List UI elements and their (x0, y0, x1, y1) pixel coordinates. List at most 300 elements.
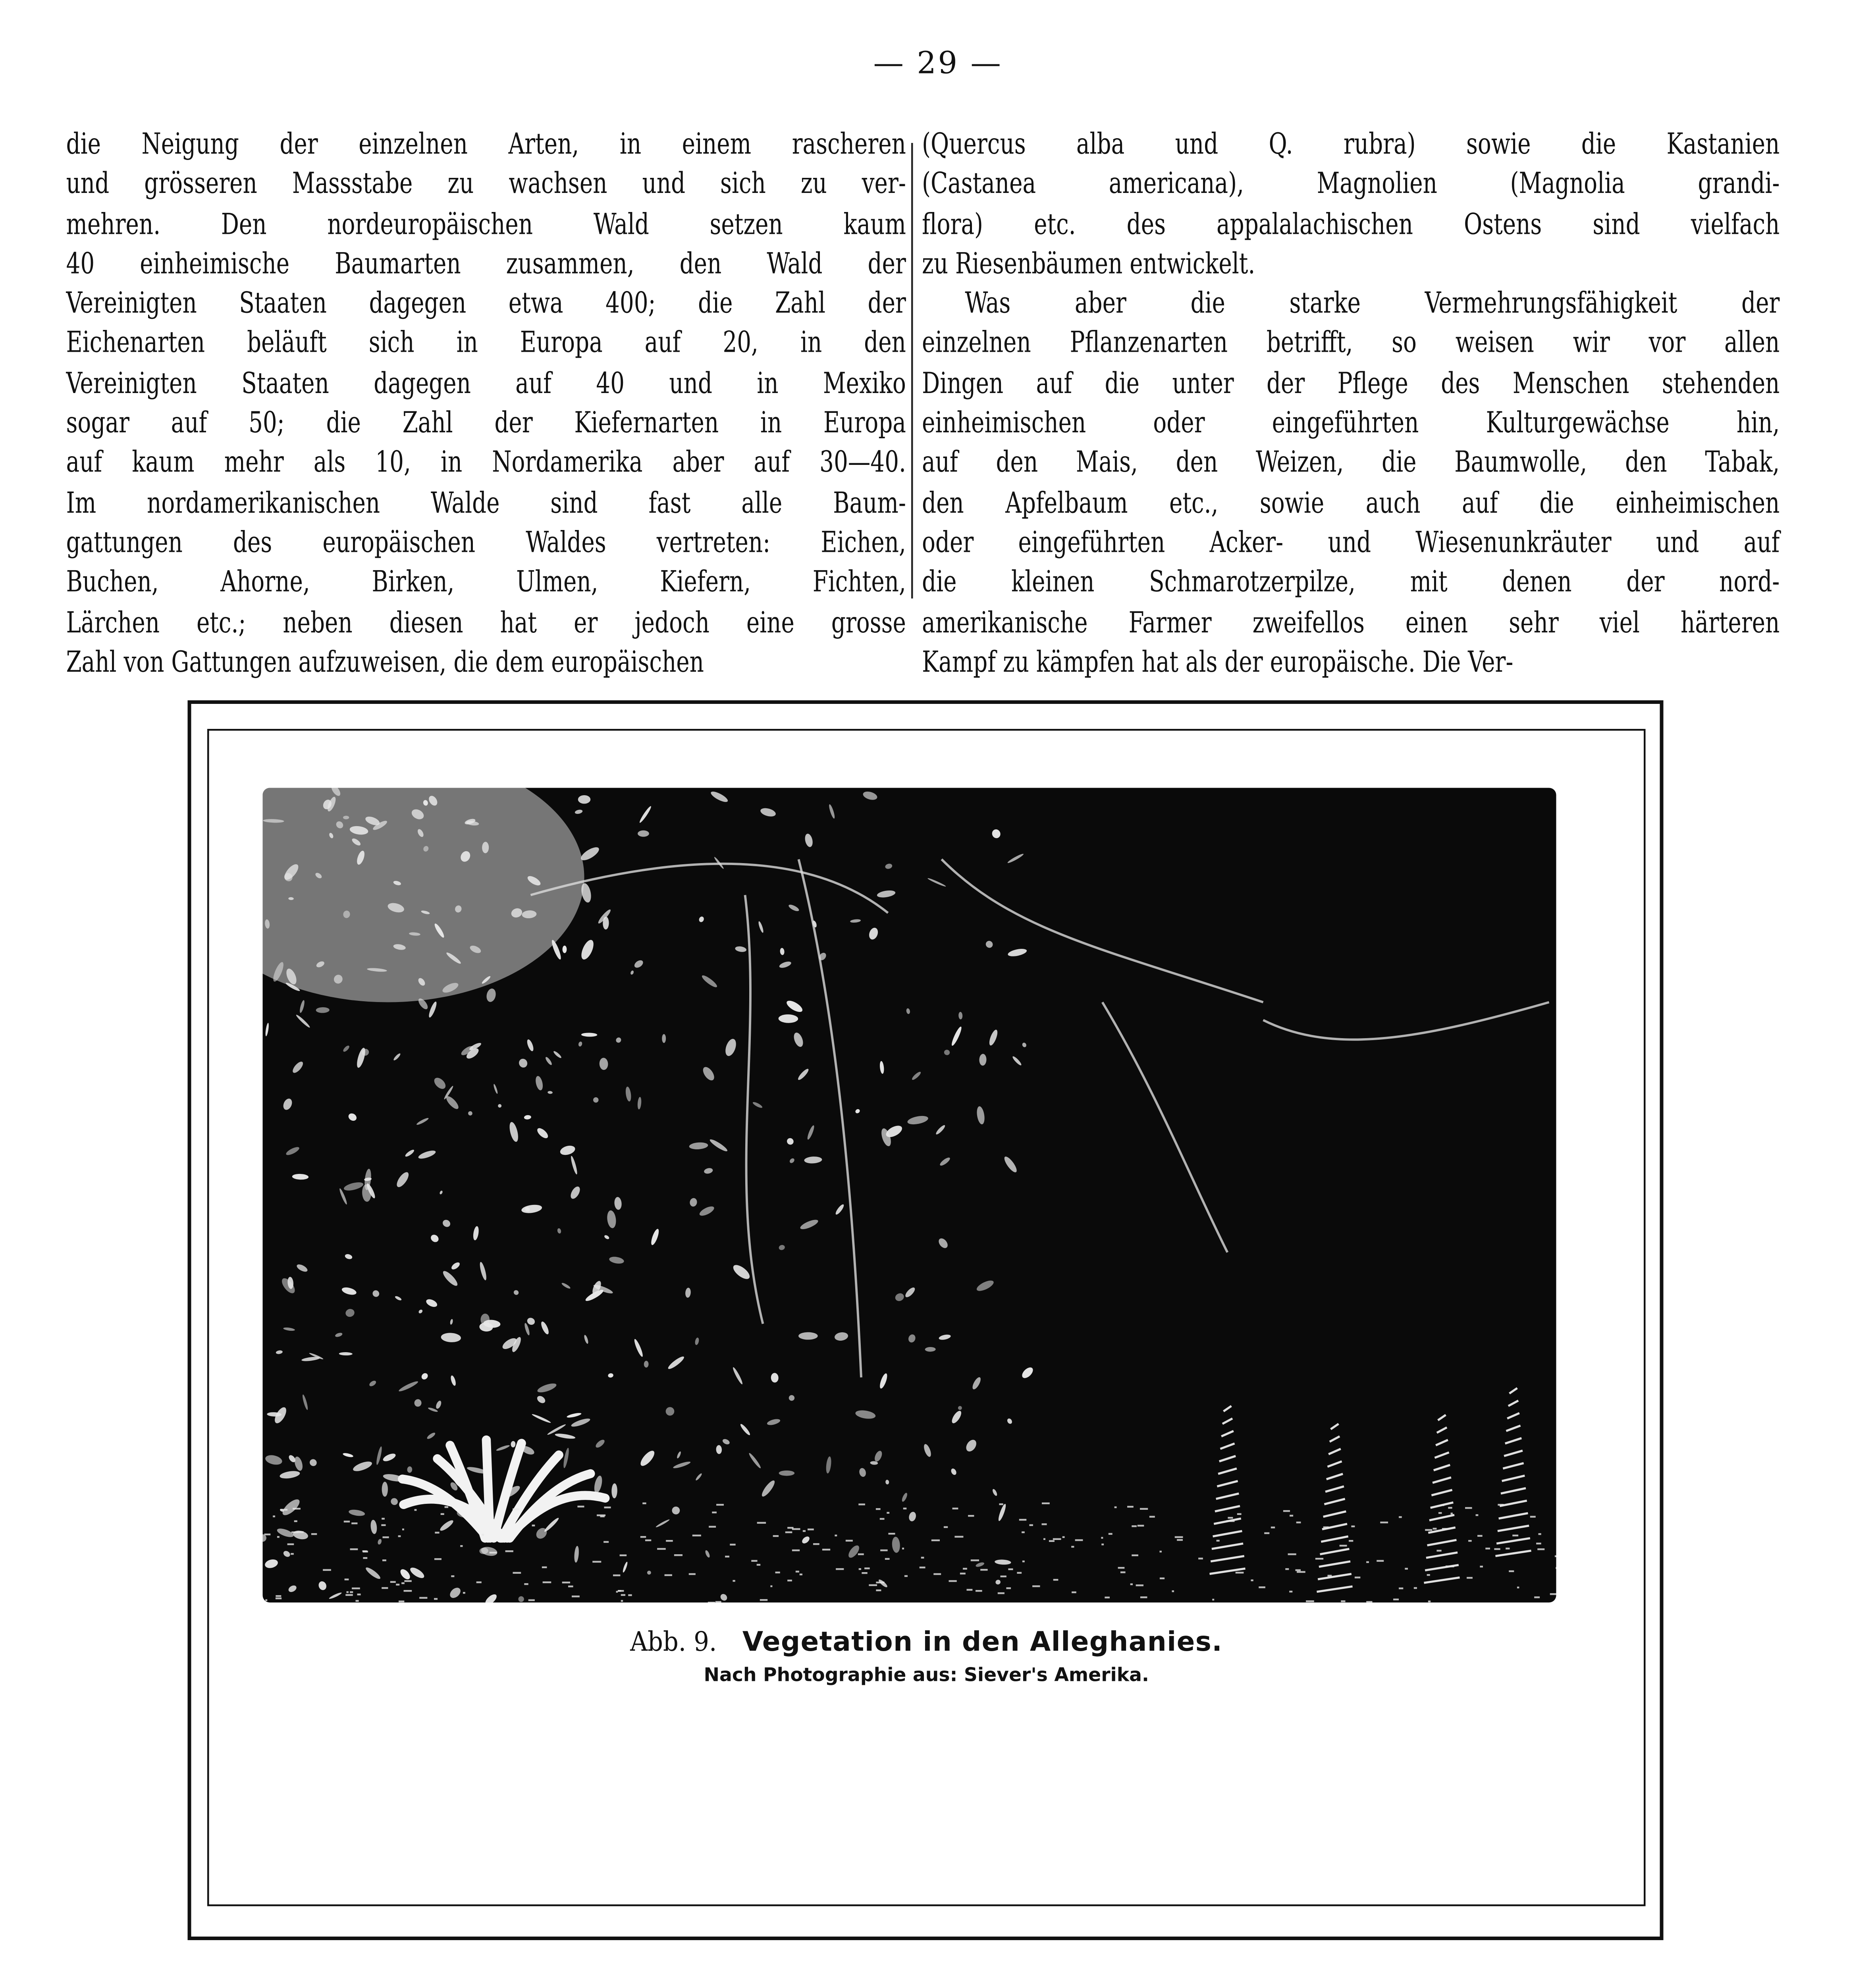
figure-caption (207, 1626, 1646, 1658)
foliage-fleck (594, 1438, 606, 1449)
foliage-fleck (450, 1261, 461, 1271)
fern-frond (1319, 1561, 1350, 1567)
foliage-fleck (975, 1561, 985, 1568)
fern-frond (1330, 1436, 1340, 1442)
foliage-fleck (828, 804, 836, 819)
ground-speck (1236, 1572, 1244, 1574)
ground-speck (398, 1535, 401, 1537)
ground-speck (1149, 1516, 1155, 1518)
ground-speck (434, 1558, 442, 1560)
ground-speck (1160, 1551, 1162, 1553)
text-line: einheimischen oder eingeführten Kulturgewächse hin, (922, 405, 1780, 440)
ground-speck (390, 1581, 396, 1583)
ground-speck (862, 1572, 867, 1574)
foliage-fleck (428, 1001, 438, 1018)
ground-speck (1177, 1539, 1183, 1541)
ground-speck (666, 1540, 673, 1542)
ground-speck (344, 1521, 350, 1522)
foliage-fleck (760, 1479, 777, 1498)
foliage-fleck (448, 1586, 462, 1600)
top-left-column (66, 125, 906, 683)
foliage-fleck (441, 1269, 459, 1288)
ground-speck (645, 1540, 651, 1542)
ground-speck (657, 1548, 666, 1550)
ground-speck (276, 1598, 281, 1600)
foliage-fleck (923, 1443, 933, 1458)
foliage-fleck (574, 1546, 579, 1563)
ground-speck (1468, 1540, 1472, 1542)
foliage-fleck (343, 1452, 354, 1458)
foliage-fleck (964, 1438, 978, 1453)
text-line: oder eingeführten Acker- und Wiesenunkräuter und auf (922, 525, 1780, 559)
fern-frond (1211, 1556, 1244, 1562)
ground-speck (1465, 1507, 1472, 1509)
forest-engraving-graphic (263, 788, 1556, 1603)
foliage-fleck (976, 1106, 986, 1125)
foliage-fleck (885, 1480, 889, 1485)
fern-frond (1436, 1440, 1448, 1445)
foliage-fleck (603, 1234, 610, 1240)
ground-speck (858, 1503, 865, 1505)
ground-speck (976, 1590, 982, 1592)
foliage-fleck (995, 1559, 1011, 1565)
foliage-fleck (801, 1535, 811, 1545)
ground-speck (1212, 1599, 1214, 1601)
ground-speck (792, 1549, 800, 1551)
foliage-fleck (879, 1061, 885, 1074)
ground-speck (773, 1535, 779, 1537)
foliage-fleck (789, 1157, 795, 1164)
fern-frond (1327, 1474, 1343, 1480)
ground-speck (1053, 1579, 1059, 1581)
ground-speck (1042, 1523, 1047, 1525)
foliage-fleck (633, 959, 644, 969)
foliage-fleck (689, 1197, 698, 1207)
ground-speck (1022, 1561, 1025, 1563)
ground-speck (528, 1599, 535, 1601)
foliage-fleck (420, 1372, 429, 1381)
foliage-fleck (555, 1433, 576, 1440)
ground-speck (463, 1592, 465, 1594)
ground-speck (1537, 1548, 1544, 1550)
ground-speck (1101, 1537, 1103, 1539)
ground-speck (1306, 1600, 1314, 1602)
ground-speck (513, 1508, 519, 1510)
ground-speck (1399, 1516, 1402, 1518)
fern-frond (1498, 1526, 1529, 1531)
foliage-fleck (862, 790, 878, 801)
fern-frond (1504, 1451, 1523, 1456)
foliage-fleck (550, 939, 563, 960)
ground-speck (1405, 1568, 1408, 1570)
foliage-fleck (496, 1444, 510, 1452)
ground-speck (1105, 1597, 1110, 1599)
foliage-fleck (786, 1137, 795, 1146)
ground-speck (1127, 1506, 1134, 1508)
foliage-fleck (939, 1156, 951, 1167)
ground-speck (846, 1540, 853, 1542)
foliage-fleck (583, 1334, 589, 1344)
foliage-fleck (873, 1450, 883, 1463)
foliage-fleck (938, 1334, 951, 1341)
ground-speck (1498, 1504, 1504, 1506)
ground-speck (356, 1600, 359, 1602)
fern-frond (1324, 1499, 1345, 1505)
fern-frond (1427, 1540, 1457, 1546)
ground-speck (1136, 1584, 1143, 1586)
ground-speck (363, 1557, 367, 1559)
foliage-fleck (748, 1452, 762, 1469)
ground-speck (931, 1540, 940, 1542)
foliage-fleck (638, 1449, 657, 1468)
ground-speck (876, 1590, 881, 1592)
ground-speck (760, 1599, 767, 1601)
ground-speck (869, 1584, 877, 1586)
ground-speck (382, 1536, 389, 1538)
foliage-fleck (472, 1226, 480, 1241)
fern-frond (1328, 1449, 1341, 1455)
foliage-fleck (988, 1029, 999, 1046)
ground-speck (1506, 1548, 1510, 1549)
ground-speck (460, 1545, 463, 1547)
foliage-fleck (399, 1567, 412, 1581)
foliage-fleck (646, 1570, 652, 1575)
ground-speck (674, 1554, 683, 1556)
ground-speck (621, 1600, 623, 1602)
foliage-fleck (665, 1407, 675, 1416)
foliage-fleck (563, 946, 567, 953)
foliage-fleck (317, 1580, 328, 1591)
foliage-fleck (655, 1519, 670, 1528)
foliage-fleck (906, 1008, 911, 1014)
foliage-fleck (444, 1095, 460, 1111)
ground-speck (1132, 1554, 1138, 1556)
ground-speck (618, 1590, 621, 1592)
ground-speck (999, 1503, 1003, 1505)
ground-speck (396, 1584, 399, 1586)
foliage-fleck (561, 1282, 571, 1289)
ground-speck (399, 1601, 404, 1603)
text-line: Eichenarten beläuft sich in Europa auf 20, in den (66, 326, 906, 360)
fern-frond (1317, 1586, 1353, 1592)
vine-stroke (1103, 1002, 1228, 1253)
ground-speck (708, 1602, 715, 1603)
foliage-fleck (394, 1295, 402, 1301)
foliage-fleck (950, 1026, 963, 1047)
ground-speck (1355, 1576, 1360, 1578)
forest-engraving-image (263, 788, 1556, 1603)
foliage-fleck (545, 1056, 553, 1066)
fern-frond (1321, 1536, 1348, 1542)
ground-speck (1555, 1555, 1556, 1557)
ground-speck (1485, 1548, 1490, 1549)
ground-speck (803, 1530, 806, 1532)
foliage-fleck (442, 1218, 452, 1228)
foliage-fleck (650, 1228, 660, 1246)
ground-speck (1259, 1586, 1265, 1588)
foliage-fleck (429, 1233, 440, 1243)
foliage-fleck (308, 1458, 318, 1468)
ground-speck (1509, 1571, 1514, 1573)
foliage-fleck (667, 1355, 685, 1371)
foliage-fleck (958, 1012, 963, 1019)
foliage-fleck (426, 1432, 436, 1440)
foliage-fleck (704, 1167, 713, 1174)
foliage-fleck (722, 1438, 731, 1445)
ground-speck (1530, 1516, 1536, 1518)
ground-speck (963, 1568, 967, 1570)
foliage-fleck (911, 1071, 922, 1081)
fern-frond (1318, 1574, 1352, 1580)
foliage-fleck (735, 946, 747, 953)
ground-speck (543, 1581, 551, 1583)
text-line: Vereinigten Staaten dagegen auf 40 und in Mexiko (66, 366, 906, 400)
text-line: Kampf zu kämpfen hat als der europäische. Die Ver- (922, 644, 1514, 679)
ground-speck (836, 1568, 844, 1570)
ground-speck (1288, 1553, 1296, 1555)
ground-speck (1433, 1528, 1437, 1530)
ground-speck (665, 1574, 672, 1576)
fern-frond (1219, 1456, 1236, 1462)
foliage-fleck (846, 1544, 861, 1559)
foliage-fleck (536, 1394, 546, 1405)
foliage-fleck (877, 1578, 888, 1588)
fern-frond (1213, 1531, 1242, 1537)
ground-speck (1140, 1596, 1147, 1598)
fern-frond (1435, 1453, 1449, 1458)
foliage-fleck (316, 1007, 329, 1013)
ground-speck (1071, 1546, 1074, 1548)
ground-speck (1366, 1561, 1369, 1563)
figure-source: Nach Photographie aus: Siever's Amerika. (704, 1665, 1149, 1686)
vine-stroke (942, 860, 1263, 1002)
ground-speck (276, 1595, 281, 1597)
foliage-fleck (371, 1289, 381, 1298)
text-line: gattungen des europäischen Waldes vertreten: Eichen, (66, 525, 906, 559)
ground-speck (1446, 1565, 1454, 1567)
ground-speck (1109, 1533, 1112, 1535)
ground-speck (880, 1549, 887, 1551)
ground-speck (293, 1508, 301, 1510)
text-line: und grösseren Massstabe zu wachsen und sich zu ver- (66, 166, 906, 201)
ground-speck (616, 1591, 618, 1593)
foliage-fleck (731, 1262, 752, 1282)
fern-frond (1434, 1465, 1450, 1470)
ground-speck (264, 1534, 271, 1536)
ground-speck (401, 1582, 405, 1584)
ground-speck (1315, 1558, 1323, 1560)
ground-speck (1366, 1601, 1372, 1603)
foliage-fleck (534, 1075, 544, 1091)
foliage-fleck (439, 1519, 455, 1532)
fern-frond (1499, 1513, 1528, 1519)
ground-speck (291, 1553, 294, 1555)
ground-speck (1001, 1576, 1006, 1578)
foliage-fleck (760, 807, 777, 818)
ground-speck (451, 1575, 454, 1577)
foliage-fleck (293, 1456, 304, 1472)
fern-frond (1424, 1578, 1460, 1583)
foliage-fleck (425, 1298, 438, 1309)
foliage-fleck (563, 1447, 570, 1469)
foliage-fleck (758, 921, 764, 933)
ground-speck (1072, 1592, 1076, 1594)
ground-speck (796, 1571, 799, 1573)
foliage-fleck (788, 1395, 795, 1401)
ground-speck (415, 1509, 417, 1511)
foliage-fleck (673, 1461, 691, 1470)
foliage-fleck (344, 1253, 353, 1260)
foliage-fleck (328, 1592, 342, 1600)
foliage-fleck (644, 1361, 649, 1368)
foliage-fleck (979, 1054, 987, 1066)
text-line: (Quercus alba und Q. rubra) sowie die Kastanien (922, 127, 1780, 161)
ground-speck (1512, 1535, 1518, 1537)
ground-speck (311, 1533, 317, 1535)
ground-speck (888, 1533, 895, 1535)
foliage-fleck (904, 1286, 917, 1299)
fern-frond (1426, 1553, 1458, 1558)
ground-speck (435, 1532, 439, 1534)
ground-speck (1425, 1529, 1432, 1531)
foliage-fleck (441, 1332, 461, 1343)
vine-stroke (745, 895, 763, 1324)
ground-speck (1172, 1590, 1174, 1592)
ground-speck (1130, 1583, 1133, 1585)
foliage-fleck (389, 1497, 399, 1507)
ground-speck (1436, 1550, 1441, 1552)
ground-speck (1297, 1571, 1305, 1573)
foliage-fleck (398, 1380, 419, 1393)
fern-frond (1437, 1428, 1447, 1433)
foliage-fleck (943, 1049, 950, 1056)
foliage-fleck (526, 1039, 534, 1052)
foliage-fleck (339, 1352, 353, 1356)
ground-speck (1428, 1601, 1431, 1603)
foliage-fleck (296, 1263, 309, 1273)
ground-speck (1075, 1539, 1083, 1541)
ground-speck (572, 1596, 580, 1598)
fern-frond (1433, 1478, 1451, 1483)
foliage-fleck (264, 1454, 283, 1467)
ground-speck (402, 1528, 404, 1530)
ground-speck (600, 1515, 605, 1517)
ground-speck (933, 1573, 941, 1575)
foliage-fleck (825, 1456, 832, 1474)
ground-speck (434, 1598, 438, 1600)
foliage-fleck (637, 1097, 642, 1110)
foliage-fleck (497, 1104, 502, 1108)
foliage-fleck (689, 1142, 708, 1150)
fern-frond (1221, 1431, 1234, 1437)
foliage-fleck (1020, 1365, 1035, 1380)
column-divider-top (911, 143, 913, 599)
ground-speck (709, 1526, 716, 1528)
ground-speck (876, 1582, 884, 1584)
foliage-fleck (524, 1322, 530, 1336)
ground-speck (592, 1561, 601, 1563)
fern-frond (1496, 1538, 1530, 1544)
fern-frond (1215, 1506, 1240, 1512)
ground-speck (1283, 1510, 1290, 1512)
fern-frond (1502, 1476, 1525, 1481)
ground-speck (876, 1508, 881, 1510)
foliage-fleck (524, 1115, 531, 1120)
foliage-fleck (739, 1423, 751, 1436)
vine-stroke (799, 860, 862, 1378)
fern-frond (1506, 1426, 1521, 1431)
ground-speck (404, 1590, 412, 1592)
text-line: zu Riesenbäumen entwickelt. (922, 246, 1255, 281)
ground-speck (381, 1524, 386, 1526)
fern-frond (1218, 1469, 1237, 1474)
foliage-fleck (553, 1050, 562, 1059)
foliage-fleck (700, 974, 718, 989)
ground-speck (441, 1513, 444, 1515)
ground-speck (1043, 1538, 1045, 1540)
foliage-fleck (493, 1084, 498, 1094)
foliage-fleck (779, 960, 792, 969)
ground-speck (1534, 1596, 1540, 1598)
page-number: — 29 — (873, 46, 1003, 82)
ground-speck (692, 1535, 701, 1537)
fern-frond (1328, 1461, 1342, 1467)
text-line: amerikanische Farmer zweifellos einen sehr viel härteren (922, 605, 1780, 639)
ground-speck (1138, 1525, 1144, 1527)
fern-frond (1503, 1463, 1523, 1469)
foliage-fleck (579, 845, 601, 863)
foliage-fleck (417, 1149, 436, 1160)
ground-speck (971, 1559, 979, 1561)
ground-speck (265, 1599, 267, 1601)
ground-speck (476, 1581, 482, 1583)
foliage-fleck (575, 809, 583, 815)
ground-speck (297, 1531, 303, 1533)
foliage-fleck (701, 1065, 716, 1083)
text-line: einzelnen Pflanzenarten betrifft, so weisen wir vor allen (922, 326, 1780, 360)
fern-frond (1222, 1418, 1232, 1424)
ground-speck (323, 1569, 331, 1571)
foliage-fleck (513, 1289, 520, 1296)
foliage-fleck (891, 1536, 900, 1553)
foliage-fleck (292, 1174, 309, 1180)
foliage-fleck (894, 1292, 905, 1302)
foliage-fleck (927, 877, 946, 887)
text-line: sogar auf 50; die Zahl der Kiefernarten in Europa (66, 405, 906, 440)
foliage-fleck (343, 816, 349, 819)
ground-speck (291, 1531, 298, 1533)
foliage-fleck (581, 1033, 598, 1037)
foliage-fleck (377, 1538, 382, 1545)
foliage-fleck (984, 939, 994, 949)
foliage-fleck (855, 1409, 876, 1420)
ground-speck (835, 1535, 837, 1537)
ground-speck (751, 1560, 757, 1562)
ground-speck (1237, 1513, 1242, 1515)
foliage-fleck (615, 1037, 622, 1044)
ground-speck (904, 1575, 908, 1577)
foliage-fleck (850, 919, 861, 923)
foliage-fleck (416, 1117, 429, 1125)
foliage-fleck (1003, 1155, 1019, 1174)
ground-speck (1441, 1504, 1444, 1506)
ground-speck (689, 1573, 696, 1575)
foliage-fleck (531, 1413, 551, 1424)
ground-speck (642, 1503, 646, 1505)
foliage-fleck (698, 1204, 715, 1218)
foliage-fleck (291, 1060, 305, 1075)
ground-speck (1289, 1591, 1292, 1593)
